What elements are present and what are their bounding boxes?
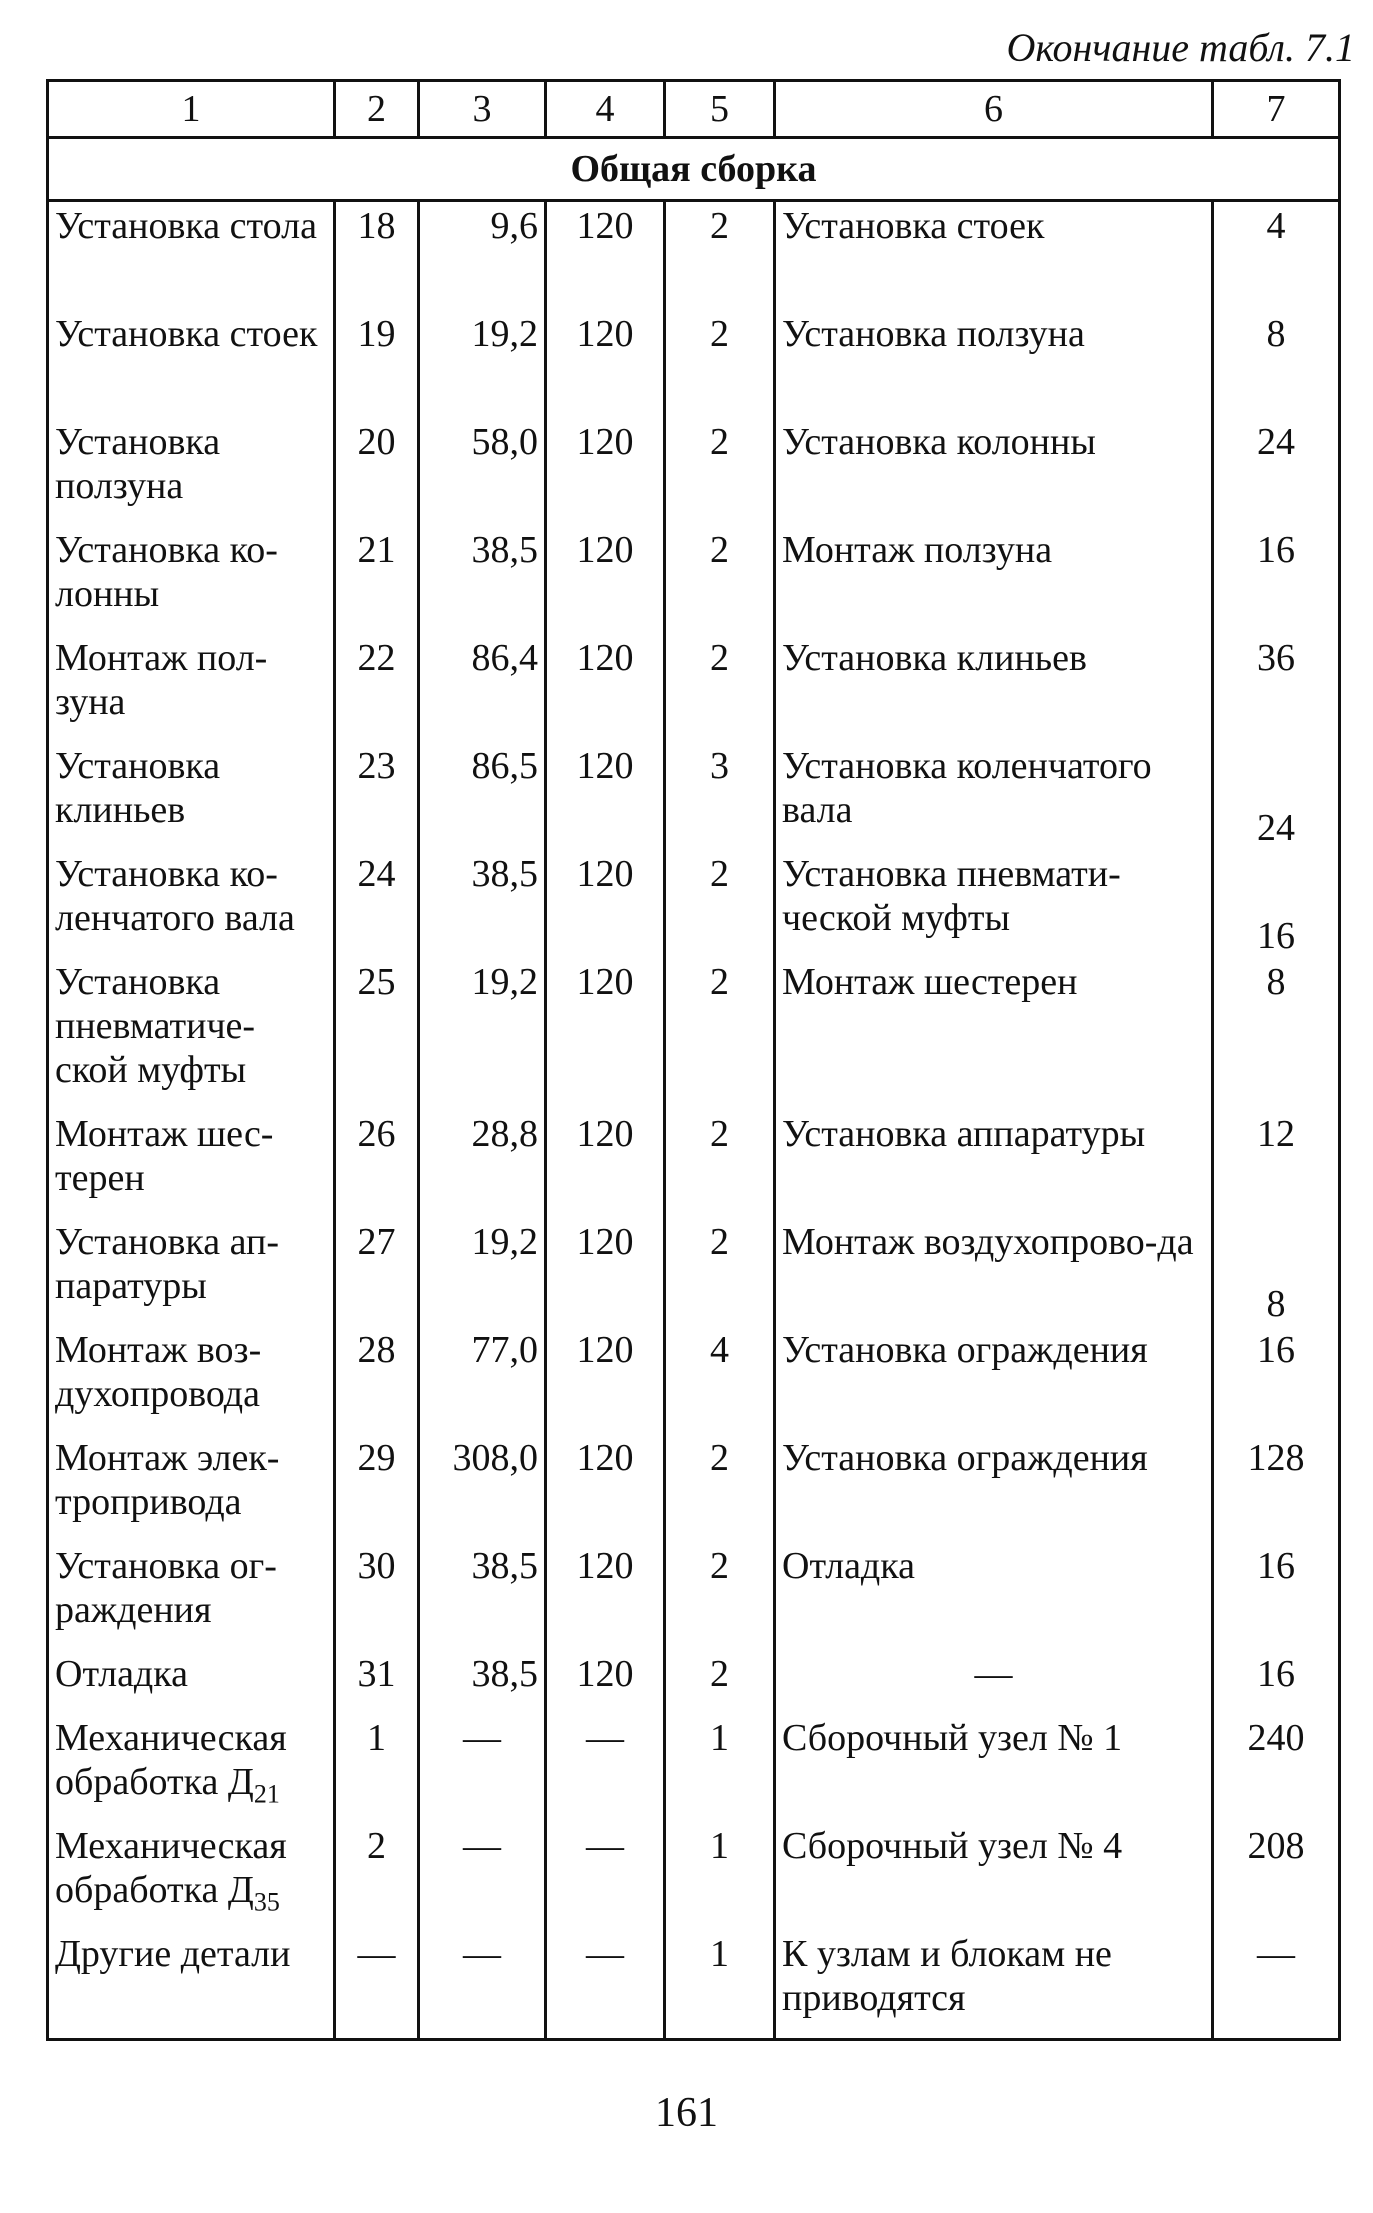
quantity-cell: 16 bbox=[1213, 850, 1340, 958]
column-header-5: 5 bbox=[665, 81, 775, 138]
rate-cell: — bbox=[546, 1930, 665, 2040]
operation-number-cell: 19 bbox=[335, 310, 419, 418]
operation-name-cell: Установка стола bbox=[48, 201, 335, 311]
operation-name-cell: Механическая обработка $Д_{21}$ bbox=[48, 1714, 335, 1822]
quantity-cell: 8 bbox=[1213, 1218, 1340, 1326]
table-row bbox=[48, 742, 1340, 850]
workers-cell: 2 bbox=[665, 1434, 775, 1542]
quantity-cell: 208 bbox=[1213, 1822, 1340, 1930]
operation-number-cell: 22 bbox=[335, 634, 419, 742]
workers-cell: 2 bbox=[665, 1218, 775, 1326]
operation-number-cell: 27 bbox=[335, 1218, 419, 1326]
target-node-cell: Установка ползуна bbox=[775, 310, 1213, 418]
target-node-cell: Монтаж ползуна bbox=[775, 526, 1213, 634]
table-row bbox=[48, 1110, 1340, 1218]
table-row bbox=[48, 1822, 1340, 1930]
quantity-cell: 36 bbox=[1213, 634, 1340, 742]
column-header-4: 4 bbox=[546, 81, 665, 138]
time-cell: — bbox=[419, 1930, 546, 2040]
table-row bbox=[48, 1218, 1340, 1326]
target-node-cell: К узлам и блокам не приводятся bbox=[775, 1930, 1213, 2040]
header-row bbox=[48, 81, 1340, 138]
workers-cell: 2 bbox=[665, 310, 775, 418]
quantity-cell: 8 bbox=[1213, 958, 1340, 1110]
column-header-6: 6 bbox=[775, 81, 1213, 138]
time-cell: 19,2 bbox=[419, 1218, 546, 1326]
operation-number-cell: 18 bbox=[335, 201, 419, 311]
table-row bbox=[48, 418, 1340, 526]
operation-number-cell: 1 bbox=[335, 1714, 419, 1822]
time-cell: 38,5 bbox=[419, 1650, 546, 1714]
column-header-7: 7 bbox=[1213, 81, 1340, 138]
operation-name-cell: Установка ап-паратуры bbox=[48, 1218, 335, 1326]
time-cell: 19,2 bbox=[419, 958, 546, 1110]
operation-name-cell: Установка ог-раждения bbox=[48, 1542, 335, 1650]
quantity-cell: 16 bbox=[1213, 1542, 1340, 1650]
target-node-cell: Отладка bbox=[775, 1542, 1213, 1650]
operation-name-cell: Отладка bbox=[48, 1650, 335, 1714]
time-cell: — bbox=[419, 1714, 546, 1822]
time-cell: 38,5 bbox=[419, 850, 546, 958]
operation-name-cell: Установка пневматиче-ской муфты bbox=[48, 958, 335, 1110]
workers-cell: 2 bbox=[665, 958, 775, 1110]
operation-name-cell: Установка ко-лонны bbox=[48, 526, 335, 634]
time-cell: 19,2 bbox=[419, 310, 546, 418]
table-row bbox=[48, 201, 1340, 311]
time-cell: 38,5 bbox=[419, 526, 546, 634]
rate-cell: 120 bbox=[546, 850, 665, 958]
table-row bbox=[48, 634, 1340, 742]
workers-cell: 2 bbox=[665, 850, 775, 958]
quantity-cell: 128 bbox=[1213, 1434, 1340, 1542]
target-node-cell: — bbox=[775, 1650, 1213, 1714]
operation-number-cell: 28 bbox=[335, 1326, 419, 1434]
section-row bbox=[48, 138, 1340, 201]
quantity-cell: 16 bbox=[1213, 1650, 1340, 1714]
operation-name-cell: Монтаж шес-терен bbox=[48, 1110, 335, 1218]
section-title: Общая сборка bbox=[48, 138, 1340, 201]
table-row bbox=[48, 1434, 1340, 1542]
quantity-cell: 16 bbox=[1213, 526, 1340, 634]
rate-cell: 120 bbox=[546, 1650, 665, 1714]
rate-cell: — bbox=[546, 1714, 665, 1822]
quantity-cell: 12 bbox=[1213, 1110, 1340, 1218]
quantity-cell: 8 bbox=[1213, 310, 1340, 418]
table-row bbox=[48, 310, 1340, 418]
rate-cell: 120 bbox=[546, 1434, 665, 1542]
quantity-cell: — bbox=[1213, 1930, 1340, 2040]
table-row bbox=[48, 1326, 1340, 1434]
rate-cell: 120 bbox=[546, 1542, 665, 1650]
quantity-cell: 24 bbox=[1213, 742, 1340, 850]
table-row bbox=[48, 1714, 1340, 1822]
target-node-cell: Монтаж воздухопрово-да bbox=[775, 1218, 1213, 1326]
operation-number-cell: 29 bbox=[335, 1434, 419, 1542]
rate-cell: 120 bbox=[546, 310, 665, 418]
operation-number-cell: 23 bbox=[335, 742, 419, 850]
rate-cell: 120 bbox=[546, 1110, 665, 1218]
target-node-cell: Сборочный узел № 1 bbox=[775, 1714, 1213, 1822]
operation-name-cell: Монтаж воз-духопровода bbox=[48, 1326, 335, 1434]
workers-cell: 3 bbox=[665, 742, 775, 850]
operation-number-cell: 24 bbox=[335, 850, 419, 958]
rate-cell: 120 bbox=[546, 526, 665, 634]
target-node-cell: Сборочный узел № 4 bbox=[775, 1822, 1213, 1930]
time-cell: 86,5 bbox=[419, 742, 546, 850]
operation-number-cell: 21 bbox=[335, 526, 419, 634]
quantity-cell: 24 bbox=[1213, 418, 1340, 526]
operation-number-cell: 30 bbox=[335, 1542, 419, 1650]
operation-name-cell: Монтаж пол-зуна bbox=[48, 634, 335, 742]
operation-name-cell: Механическая обработка $Д_{35}$ bbox=[48, 1822, 335, 1930]
workers-cell: 2 bbox=[665, 1650, 775, 1714]
workers-cell: 1 bbox=[665, 1714, 775, 1822]
workers-cell: 1 bbox=[665, 1930, 775, 2040]
target-node-cell: Установка коленчатого вала bbox=[775, 742, 1213, 850]
table-row bbox=[48, 958, 1340, 1110]
rate-cell: 120 bbox=[546, 1326, 665, 1434]
operation-name-cell: Монтаж элек-тропривода bbox=[48, 1434, 335, 1542]
workers-cell: 2 bbox=[665, 1542, 775, 1650]
table-row bbox=[48, 1930, 1340, 2040]
column-header-1: 1 bbox=[48, 81, 335, 138]
column-header-2: 2 bbox=[335, 81, 419, 138]
operation-name-cell: Другие детали bbox=[48, 1930, 335, 2040]
operation-number-cell: 25 bbox=[335, 958, 419, 1110]
workers-cell: 2 bbox=[665, 526, 775, 634]
workers-cell: 2 bbox=[665, 634, 775, 742]
operation-name-cell: Установка стоек bbox=[48, 310, 335, 418]
target-node-cell: Установка колонны bbox=[775, 418, 1213, 526]
rate-cell: 120 bbox=[546, 1218, 665, 1326]
time-cell: — bbox=[419, 1822, 546, 1930]
quantity-cell: 4 bbox=[1213, 201, 1340, 311]
rate-cell: 120 bbox=[546, 742, 665, 850]
target-node-cell: Установка стоек bbox=[775, 201, 1213, 311]
quantity-cell: 240 bbox=[1213, 1714, 1340, 1822]
target-node-cell: Установка аппаратуры bbox=[775, 1110, 1213, 1218]
target-node-cell: Установка ограждения bbox=[775, 1434, 1213, 1542]
target-node-cell: Установка пневмати-ческой муфты bbox=[775, 850, 1213, 958]
operation-number-cell: 20 bbox=[335, 418, 419, 526]
workers-cell: 2 bbox=[665, 1110, 775, 1218]
table-row bbox=[48, 850, 1340, 958]
assembly-table bbox=[46, 79, 1341, 2041]
table-row bbox=[48, 1650, 1340, 1714]
operation-name-cell: Установка ползуна bbox=[48, 418, 335, 526]
rate-cell: 120 bbox=[546, 958, 665, 1110]
time-cell: 86,4 bbox=[419, 634, 546, 742]
time-cell: 308,0 bbox=[419, 1434, 546, 1542]
workers-cell: 2 bbox=[665, 201, 775, 311]
time-cell: 58,0 bbox=[419, 418, 546, 526]
column-header-3: 3 bbox=[419, 81, 546, 138]
operation-number-cell: 31 bbox=[335, 1650, 419, 1714]
operation-name-cell: Установка ко-ленчатого вала bbox=[48, 850, 335, 958]
quantity-cell: 16 bbox=[1213, 1326, 1340, 1434]
page-number: 161 bbox=[655, 2090, 718, 2136]
target-node-cell: Установка ограждения bbox=[775, 1326, 1213, 1434]
workers-cell: 1 bbox=[665, 1822, 775, 1930]
rate-cell: 120 bbox=[546, 201, 665, 311]
operation-number-cell: 2 bbox=[335, 1822, 419, 1930]
table-row bbox=[48, 526, 1340, 634]
workers-cell: 2 bbox=[665, 418, 775, 526]
time-cell: 9,6 bbox=[419, 201, 546, 311]
table-row bbox=[48, 1542, 1340, 1650]
workers-cell: 4 bbox=[665, 1326, 775, 1434]
time-cell: 28,8 bbox=[419, 1110, 546, 1218]
table-caption: Окончание табл. 7.1 bbox=[1006, 25, 1355, 70]
operation-number-cell: — bbox=[335, 1930, 419, 2040]
rate-cell: 120 bbox=[546, 418, 665, 526]
rate-cell: 120 bbox=[546, 634, 665, 742]
rate-cell: — bbox=[546, 1822, 665, 1930]
target-node-cell: Монтаж шестерен bbox=[775, 958, 1213, 1110]
operation-number-cell: 26 bbox=[335, 1110, 419, 1218]
time-cell: 77,0 bbox=[419, 1326, 546, 1434]
operation-name-cell: Установка клиньев bbox=[48, 742, 335, 850]
time-cell: 38,5 bbox=[419, 1542, 546, 1650]
target-node-cell: Установка клиньев bbox=[775, 634, 1213, 742]
